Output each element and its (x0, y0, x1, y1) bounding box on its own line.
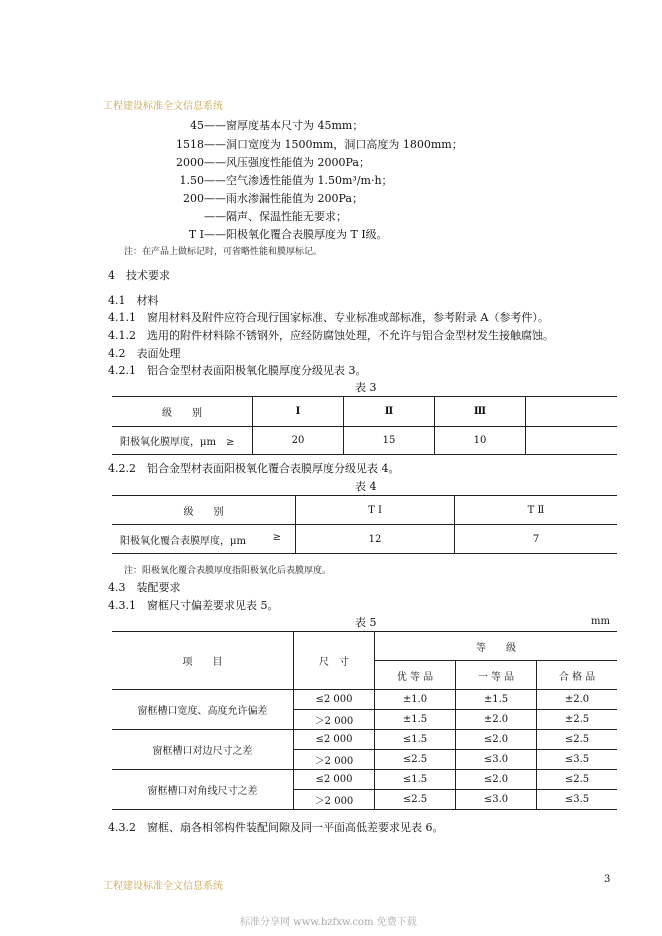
table-cell: ≤3.5 (537, 790, 618, 810)
marking-dash: —— (204, 192, 226, 205)
table-cell: ≤2 000 (294, 730, 375, 750)
row-sign: ≥ (272, 531, 281, 543)
clause-text: 4.2.1 铝合金型材表面阳极氧化膜厚度分级见表 3。 (108, 364, 367, 377)
table-cell: ≤1.5 (375, 770, 456, 790)
marking-line (150, 117, 470, 133)
table-header-row (112, 632, 617, 661)
table-cell: ±1.0 (375, 690, 456, 710)
table-header-cell (526, 397, 618, 427)
table-cell: ＞2 000 (294, 750, 375, 770)
table-header-cell: 一 等 品 (456, 661, 537, 690)
marking-dash: —— (204, 174, 226, 187)
table-row (112, 525, 617, 554)
marking-line (150, 226, 388, 242)
table-header-cell: 优 等 品 (375, 661, 456, 690)
clause-text: 4.1.2 选用的附件材料除不锈钢外，应经防腐蚀处理，不允许与铝合金型材发生接触腐蚀。 (108, 329, 554, 342)
table-4 (112, 495, 617, 554)
table-cell: ≤2.5 (375, 790, 456, 810)
table-cell: ＞2 000 (294, 710, 375, 730)
table-header-cell: Ⅱ (344, 397, 435, 427)
marking-note: 注：在产品上做标记时，可省略性能和膜厚标记。 (124, 247, 323, 257)
table-caption: 表 3 (355, 381, 377, 394)
marking-dash: —— (204, 228, 226, 241)
table-cell: 15 (344, 427, 435, 455)
table-cell: 窗框槽口对边尺寸之差 (112, 730, 294, 770)
table-header-cell: 级 别 (112, 397, 253, 427)
marking-line (150, 172, 393, 188)
table-row (112, 770, 617, 790)
marking-text: 阳极氧化覆合表膜厚度为 T Ⅰ级。 (226, 228, 388, 241)
table-row (112, 690, 617, 710)
clause-text: 4.3.1 窗框尺寸偏差要求见表 5。 (108, 599, 279, 612)
table-cell: ≤3.5 (537, 750, 618, 770)
table-cell: 窗框槽口对角线尺寸之差 (112, 770, 294, 810)
table-header-row (112, 496, 617, 525)
table-cell: ≤2.5 (537, 770, 618, 790)
table-cell: ≤2 000 (294, 770, 375, 790)
marking-text: 窗厚度基本尺寸为 45mm； (226, 119, 364, 132)
subsection-heading: 4.3 装配要求 (108, 581, 181, 594)
clause-text: 4.2.2 铝合金型材表面阳极氧化覆合表膜厚度分级见表 4。 (108, 462, 400, 475)
table-header-cell: Ⅲ (435, 397, 526, 427)
marking-code: 1518 (176, 138, 204, 151)
row-label: 阳极氧化覆合表膜厚度，μm (120, 535, 246, 547)
marking-dash: —— (204, 156, 226, 169)
table-cell: ≤2.0 (456, 730, 537, 750)
watermark-top: 工程建设标准全文信息系统 (103, 101, 223, 112)
marking-text: 雨水渗漏性能值为 200Pa； (226, 192, 363, 205)
table-cell: ≤2.5 (537, 730, 618, 750)
marking-code: 1.50 (179, 174, 204, 187)
table-cell: ≤2.5 (375, 750, 456, 770)
table-cell: 10 (435, 427, 526, 455)
marking-line (150, 154, 370, 170)
table-cell: ≤2 000 (294, 690, 375, 710)
marking-code: 200 (183, 192, 204, 205)
table-header-cell: T Ⅱ (455, 496, 618, 525)
marking-text: 空气渗透性能值为 1.50m³/m·h； (226, 174, 393, 187)
table-cell: 窗框槽口宽度、高度允许偏差 (112, 690, 294, 730)
table-header-cell: 尺 寸 (294, 632, 375, 690)
marking-dash: —— (204, 119, 226, 132)
table-cell: 阳极氧化膜厚度，μm ≥ (112, 427, 253, 455)
clause-text: 4.1.1 窗用材料及附件应符合现行国家标准、专业标准或部标准，参考附录 A（参考件）。 (108, 311, 549, 324)
table-cell (112, 525, 296, 554)
table-header-cell: 级 别 (112, 496, 296, 525)
marking-code: T Ⅰ (188, 228, 204, 241)
table-unit: mm (591, 616, 610, 627)
marking-line (150, 190, 363, 206)
table-cell: ≤3.0 (456, 790, 537, 810)
table-cell (526, 427, 618, 455)
table-note: 注：阳极氧化覆合表膜厚度指阳极氧化后表膜厚度。 (124, 566, 332, 576)
table-header-cell: 合 格 品 (537, 661, 618, 690)
marking-text: 风压强度性能值为 2000Pa； (226, 156, 370, 169)
table-cell: ±2.0 (456, 710, 537, 730)
table-header-cell: 等 级 (375, 632, 618, 661)
table-cell: ±2.0 (537, 690, 618, 710)
footer-site-link[interactable]: 标准分享网 www.bzfxw.com 免费下载 (240, 917, 417, 928)
table-cell: ±1.5 (456, 690, 537, 710)
table-cell: ≤1.5 (375, 730, 456, 750)
table-5 (112, 631, 617, 810)
table-3 (112, 396, 617, 455)
table-cell: ±2.5 (537, 710, 618, 730)
table-cell: 20 (253, 427, 344, 455)
subsection-heading: 4.1 材料 (108, 294, 159, 307)
marking-line (150, 136, 463, 152)
marking-dash: —— (204, 210, 226, 223)
marking-text: 洞口宽度为 1500mm，洞口高度为 1800mm； (226, 138, 463, 151)
section-heading: 4 技术要求 (108, 269, 170, 282)
table-header-cell: 项 目 (112, 632, 294, 690)
watermark-bottom: 工程建设标准全文信息系统 (103, 881, 223, 892)
marking-line (150, 208, 347, 224)
subsection-heading: 4.2 表面处理 (108, 347, 181, 360)
table-cell: 12 (296, 525, 455, 554)
table-row (112, 427, 617, 455)
table-caption: 表 5 (355, 616, 377, 629)
marking-dash: —— (204, 138, 226, 151)
table-cell: ＞2 000 (294, 790, 375, 810)
table-header-cell: T Ⅰ (296, 496, 455, 525)
table-cell: ≤2.0 (456, 770, 537, 790)
table-cell: 7 (455, 525, 618, 554)
marking-text: 隔声、保温性能无要求； (226, 210, 347, 223)
table-header-row (112, 397, 617, 427)
table-caption: 表 4 (355, 480, 377, 493)
clause-text: 4.3.2 窗框、扇各相邻构件装配间隙及同一平面高低差要求见表 6。 (108, 821, 444, 834)
page-number: 3 (604, 874, 611, 885)
table-row (112, 730, 617, 750)
marking-code: 2000 (176, 156, 204, 169)
table-header-cell: Ⅰ (253, 397, 344, 427)
marking-code: 45 (190, 119, 204, 132)
table-cell: ±1.5 (375, 710, 456, 730)
table-cell: ≤3.0 (456, 750, 537, 770)
